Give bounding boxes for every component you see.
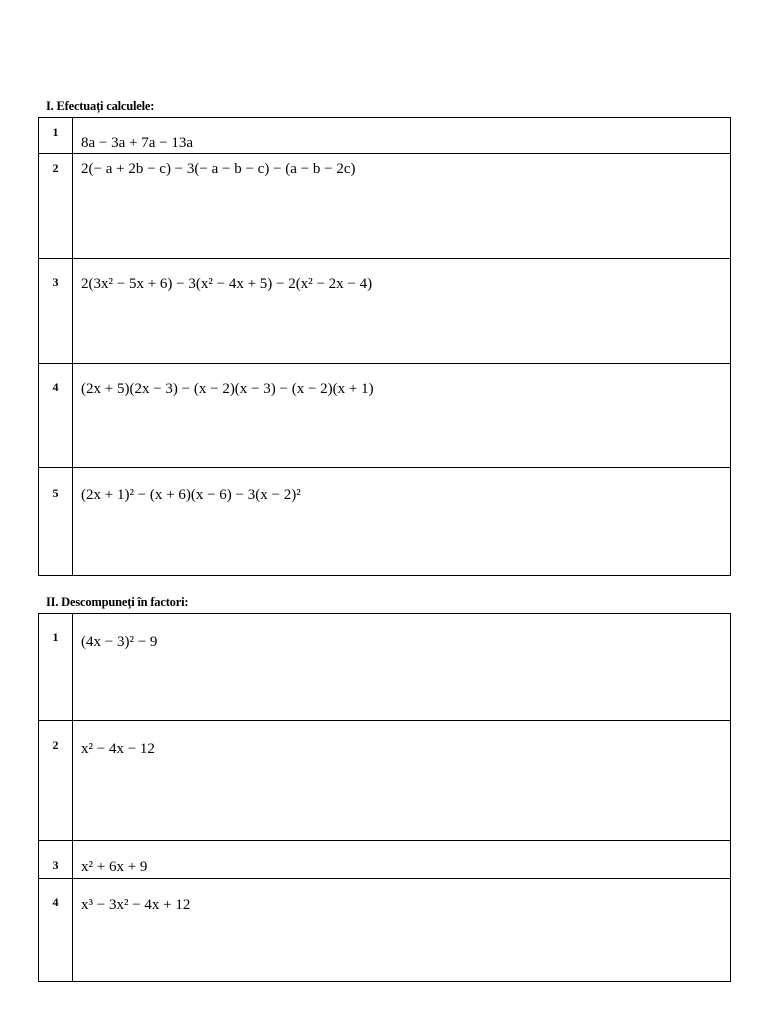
math-expression: x² − 4x − 12 [73,721,731,841]
math-expression: (4x − 3)² − 9 [73,614,731,721]
row-number: 4 [39,879,73,982]
section-1-title: I. Efectuați calculele: [46,99,155,113]
calculations-table [38,117,731,576]
row-number: 3 [39,259,73,364]
row-number: 2 [39,154,73,259]
table-row [39,118,731,154]
table-row [39,614,731,721]
row-number: 1 [39,118,73,154]
table-row [39,721,731,841]
factoring-table [38,613,731,982]
math-expression: x³ − 3x² − 4x + 12 [73,879,731,982]
table-row [39,879,731,982]
row-number: 1 [39,614,73,721]
section-2-title: II. Descompuneți în factori: [46,595,189,609]
row-number: 4 [39,364,73,468]
table-row [39,468,731,576]
math-expression: 2(− a + 2b − c) − 3(− a − b − c) − (a − b − 2c) [73,154,731,259]
math-expression: 2(3x² − 5x + 6) − 3(x² − 4x + 5) − 2(x² − 2x − 4) [73,259,731,364]
math-expression: (2x + 1)² − (x + 6)(x − 6) − 3(x − 2)² [73,468,731,576]
table-row [39,364,731,468]
row-number: 2 [39,721,73,841]
table-row [39,154,731,259]
row-number: 5 [39,468,73,576]
math-expression: (2x + 5)(2x − 3) − (x − 2)(x − 3) − (x − 2)(x + 1) [73,364,731,468]
table-row [39,259,731,364]
math-expression: x² + 6x + 9 [73,841,731,879]
math-expression: 8a − 3a + 7a − 13a [73,118,731,154]
table-row [39,841,731,879]
row-number: 3 [39,841,73,879]
